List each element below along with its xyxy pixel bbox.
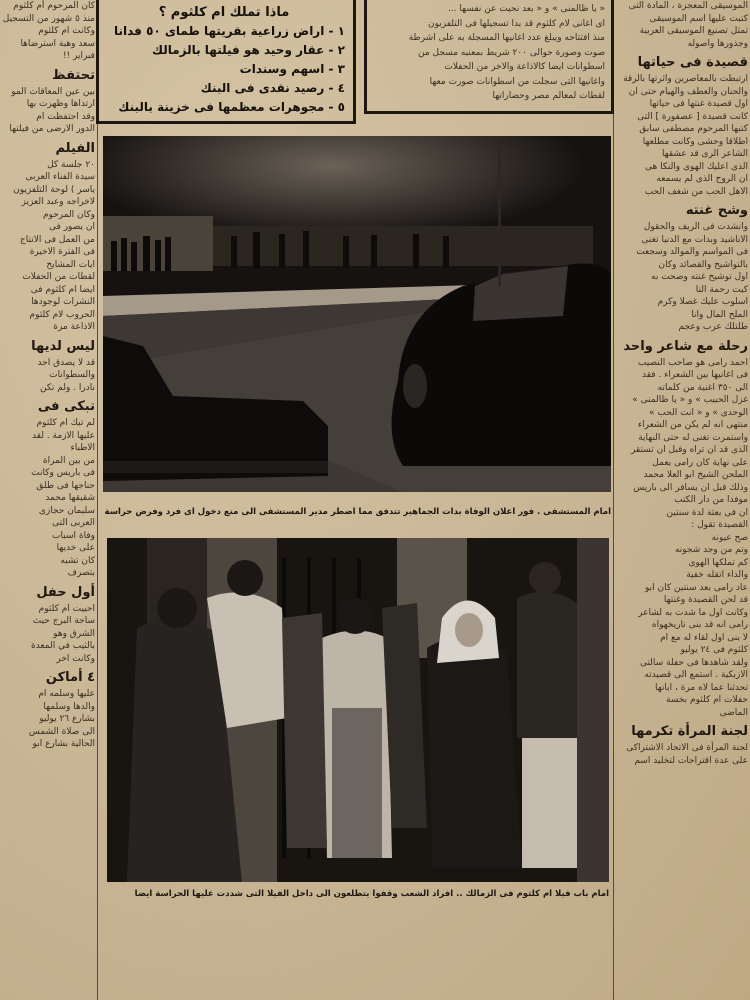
hospital-photo: [103, 136, 611, 492]
left-column-text-line: والسطوانات: [49, 370, 95, 380]
right-column-text-line: والحنان والعطف والهيام حتى ان: [628, 86, 748, 97]
possessions-title: ماذا تملك ام كلثوم ؟: [158, 5, 290, 20]
right-column-heading: رحلة مع شاعر واحد: [623, 338, 748, 354]
left-column-heading: أول حفل: [36, 584, 95, 600]
left-column-text-line: وكان المرحوم: [42, 209, 95, 220]
villa-photo-caption: امام باب فيلا ام كلثوم فى الزمالك .. افراد الشعب وقفوا يتطلعون الى داخل الفيلا التى شددت عليها الحراسة ايضا: [134, 889, 609, 899]
left-column-text-line: سليمان حجازى: [38, 505, 95, 516]
left-column-text-line: وفاة اسباب: [52, 530, 95, 541]
left-column-text-line: بين عين المعاقات المو: [11, 86, 95, 97]
left-column: [2, 0, 95, 1000]
left-column-text-line: ارتداها وظهرت بها: [26, 99, 95, 109]
possessions-box: [96, 0, 356, 124]
right-column-text-line: صح عيونه: [711, 532, 748, 543]
right-column-text-line: الملح المال وانا: [691, 309, 748, 320]
left-column-text-line: عليها الازمة . لقد: [31, 430, 95, 441]
right-column-text-line: الازبكية . استمع الى قصيدته: [644, 670, 748, 680]
possession-item: ٢ - عقار وحيد هو فيلتها بالزمالك: [152, 43, 345, 57]
left-column-heading: الفيلم: [55, 140, 95, 156]
right-column-text-line: الملحن الشيخ ابو العلا محمد: [643, 470, 748, 480]
right-column-text-line: وتم من وجد شجونه: [674, 545, 748, 555]
right-column-text-line: غزل الحبيب » و « يا ظالمنى »: [632, 395, 748, 405]
left-column-text-line: فى الفترة الاخيرة: [29, 247, 95, 257]
right-column-text-line: الاهل الحب من شغف الحب: [644, 186, 748, 197]
right-column-text-line: ان الروح الذى لم يسمعه: [656, 174, 748, 184]
left-column-text-line: لقطات من الحفلات: [22, 272, 95, 282]
right-column-text-line: فى اغانيها بين الشعراء . فقد: [642, 370, 748, 380]
right-column-text-line: تحدثنا عما لاه مرة ، ابانها: [654, 682, 748, 693]
left-column-text-line: بالثيب في المعدة: [30, 641, 95, 651]
right-column-text-line: الماضى: [719, 707, 748, 718]
right-column-text-line: وانشدت فى الريف والحقول: [643, 222, 748, 232]
tv-recordings-text: [367, 0, 611, 107]
right-column-line: تمثل تصنيع الموسيقى العربية: [639, 26, 748, 36]
left-column-text-line: وكانت اخر: [56, 653, 95, 664]
right-column-text-line: واستمرت تغنى له حتى النهاية: [638, 432, 748, 443]
right-column-text-line: على عدة اقتراحات لتخليد اسم: [634, 755, 748, 766]
right-column-text-line: بالتواشيح والقصائد وكان: [658, 259, 748, 270]
left-column-text-line: وقد احتفظت ام: [36, 111, 95, 122]
right-column-text-line: ان فى بعثة لدة سنتين: [666, 507, 748, 518]
right-column-text-line: الذى اعليك الهوى والنكا هى: [645, 161, 748, 172]
left-column-line: وكانت ام كلثوم: [38, 26, 95, 36]
left-column-text-line: الاطباء: [70, 443, 95, 453]
left-column-text-line: ياسر ) لوحة التلفزيون: [13, 184, 95, 195]
tv-recordings-box: [364, 0, 614, 114]
left-column-text-line: عليها وسلمه ام: [38, 689, 95, 699]
left-column-text-line: فى باريس وكانت: [31, 468, 95, 478]
right-column-text-line: وذلك قبل ان يسافر الى باريس: [633, 482, 748, 493]
right-column-text-line: فى المواسم والموالد وسجعت: [636, 247, 748, 257]
right-column-text-line: وكانت اول ما شدت به لشاعر: [638, 607, 748, 618]
left-column-text-line: لاخراجه وعبد العزيز: [21, 197, 95, 207]
right-column-text-line: الاناشيد وبدات مع الدنيا تغنى: [641, 234, 748, 245]
left-column-text-line: الدور الارضى من فيلتها: [9, 124, 95, 134]
tv-recordings-line: اى اغانى لام كلثوم قد بدا تسجيلها فى التلفزيون: [427, 18, 605, 29]
left-column-line: سعد وهبة استرضاها: [20, 38, 95, 49]
left-column-text-line: على خديها: [56, 543, 95, 553]
left-column-text-line: احييت ام كلثوم: [38, 603, 95, 614]
right-column-text-line: ولقد شاهدها فى حفلة سالتى: [639, 657, 748, 668]
left-column-text-line: النشرات لوجودها: [31, 297, 95, 307]
left-column-heading: تحتفظ: [52, 67, 95, 83]
hospital-photo-caption: امام المستشفى . فور اعلان الوفاة بدات الجماهير تتدفق مما اضطر مدير المستشفى الى منع دخول اى فرد وفرض حراسة: [104, 507, 611, 517]
right-column-text-line: اطلاقا وحشى وكانت مطلعها: [642, 136, 748, 147]
right-column-text-line: الشاعر الرى قد عشقها: [661, 149, 748, 159]
right-column-text-line: منتهى انه لم يكن من الشعراء: [637, 420, 748, 430]
right-column-text-line: الى ٣٥٠ اغنية من كلماته: [657, 382, 748, 393]
left-column-text-line: من بين المراة: [42, 455, 95, 466]
possession-item: ٣ - اسهم وسندات: [239, 62, 345, 76]
right-column-text-line: موفدا من دار الكتب: [674, 495, 748, 505]
left-column-text-line: ايات المشايخ: [46, 259, 95, 270]
right-column-text-line: كانت قصيدة [ عصفورة ] التى: [637, 111, 748, 122]
left-column-text-line: العربى التى: [52, 518, 95, 528]
left-column-text-line: نادرا . ولم تكن: [40, 382, 95, 393]
left-column-line: كان المرحوم أم كلثوم: [13, 1, 95, 11]
left-column-text-line: لم تبك ام كلثوم: [36, 418, 95, 428]
possession-item: ٤ - رصيد نقدى فى البنك: [200, 81, 345, 95]
hospital-scene-image: [103, 136, 611, 492]
left-column-text-line: شقيقها محمد: [45, 493, 95, 503]
left-column-heading: ٤ أماكن: [45, 670, 95, 685]
right-column-heading: قصيدة فى حياتها: [637, 55, 748, 70]
left-column-text-line: ان يصور فى: [49, 222, 95, 232]
right-column-heading: وشح غنته: [685, 203, 748, 218]
right-column-text-line: كم تملكها الهوى: [688, 557, 748, 568]
tv-recordings-line: « يا ظالمنى » و « بعد نحيت عن نفسها ...: [447, 4, 605, 14]
villa-gate-photo: [107, 538, 609, 882]
right-column-text-line: اول قصيدة غنتها فى حياتها: [649, 99, 748, 109]
right-column-text-line: رامى انه قد بنى تاريخهواه: [651, 620, 748, 630]
right-column-text-line: قد لحن القصيدة وغنتها: [663, 595, 748, 605]
right-column-text-line: اسلوب عليك غصلا وكرم: [657, 297, 748, 307]
left-column-text-line: الحالية بشارع ابو: [32, 739, 95, 749]
tv-recordings-line: واغانيها التى سجلت من اسطوانات صورت معها: [429, 76, 605, 87]
left-column-text-line: بشارع ٢٦ يوليو: [39, 714, 95, 724]
right-column-text-line: والداء اتقله خفية: [686, 570, 748, 580]
right-column-text-line: احمد رامى هو صاحب النصيب: [637, 357, 748, 368]
left-column-text-line: الحروب لام كلثوم: [29, 309, 95, 320]
right-column-text-line: حفلات ام كلثوم بخسة: [666, 695, 748, 705]
left-column-text-line: الشرق وهو: [53, 628, 95, 639]
left-column-text-line: ايضا ام كلثوم فى: [30, 284, 95, 295]
right-column-text-line: كيت رحمة النا: [695, 284, 748, 295]
right-column-text-line: الوحدى » و « انت الحب »: [649, 407, 748, 418]
left-column-heading: تبكى فى: [37, 399, 95, 414]
tv-recordings-line: اسطوانات ايضا كالاذاعة والاخر من الحفلات: [444, 62, 605, 72]
right-column-heading: لجنة المرأة تكرمها: [631, 724, 748, 739]
left-column-text-line: ساحة البرج حيث: [32, 616, 95, 626]
left-column-text-line: الاذاعة مرة: [53, 322, 95, 332]
right-column-text-line: ارتبطت بالمعاصرين واثرتها بالرقة: [623, 74, 748, 84]
right-column-text-line: كتبها المرحوم مصطفى سابق: [639, 124, 748, 134]
right-column-text-line: طلتلك عرب وعجم: [678, 322, 748, 332]
right-column-text-line: عاد رامى بعد سنتين كان ابو: [645, 582, 748, 593]
tv-recordings-line: لقطات لمعالم مصر وحضاراتها: [492, 91, 605, 101]
possession-item: ٥ - مجوهرات معظمها فى خزينة بالبنك: [118, 100, 345, 114]
right-column-line: الموسيقى المعجزة ، المادة التى: [628, 1, 748, 11]
right-column-text-line: اول توشيح غنته وصحت به: [651, 272, 748, 282]
left-column-line: فبراير !!: [62, 51, 95, 61]
tv-recordings-line: منذ افتتاحه ويبلغ عدد اغانيها المسجلة به على اشرطة: [408, 33, 605, 43]
left-column-text-line: سيدة الفناء العربى: [25, 172, 95, 182]
possession-item: ١ - اراض زراعية بقريتها طماى ٥٠ فدانا: [114, 24, 345, 38]
right-column-text-line: على نهاية كان رامى يعمل: [652, 457, 748, 468]
left-column-text-line: ٢٠ جلسة كل: [47, 159, 95, 170]
left-column-line: منذ ٥ شهور من التسجيل: [2, 13, 95, 24]
left-column-text-line: قد لا يصدق احد: [37, 357, 95, 368]
right-column-text-line: لجنة المرأة فى الاتحاد الاشتراكى: [626, 743, 748, 753]
left-column-heading: ليس لديها: [31, 338, 95, 354]
left-column-text-line: حناجها فى طلق: [36, 480, 95, 491]
column-divider-left: [97, 0, 98, 1000]
right-column-line: كتبت عليها اسم الموسيقى: [649, 13, 748, 24]
left-column-text-line: من العمل فى الانتاج: [19, 234, 95, 245]
right-column-line: وجذورها واصوله: [687, 38, 748, 49]
left-column-text-line: والدها وسلمها: [43, 701, 95, 712]
left-column-text-line: بتصرف: [67, 568, 95, 578]
left-column-text-line: الى صلاة الشمس: [28, 726, 95, 737]
right-column-text-line: القصيدة تقول :: [691, 520, 748, 530]
right-column: [617, 0, 748, 1000]
villa-crowd-image: [107, 538, 609, 882]
left-column-text-line: كان تشبه: [60, 555, 95, 566]
tv-recordings-line: صوت وصورة حوالى ٢٠٠ شريط بمعنيه مسجل من: [418, 47, 605, 58]
right-column-text-line: لا بنى اول لقاء له مع ام: [660, 632, 748, 643]
right-column-text-line: الذى قد ان تراه وقبل ان تستقر: [630, 445, 748, 455]
column-divider-right: [613, 0, 614, 1000]
right-column-text-line: كلثوم فى ٢٤ يوليو: [680, 645, 748, 655]
